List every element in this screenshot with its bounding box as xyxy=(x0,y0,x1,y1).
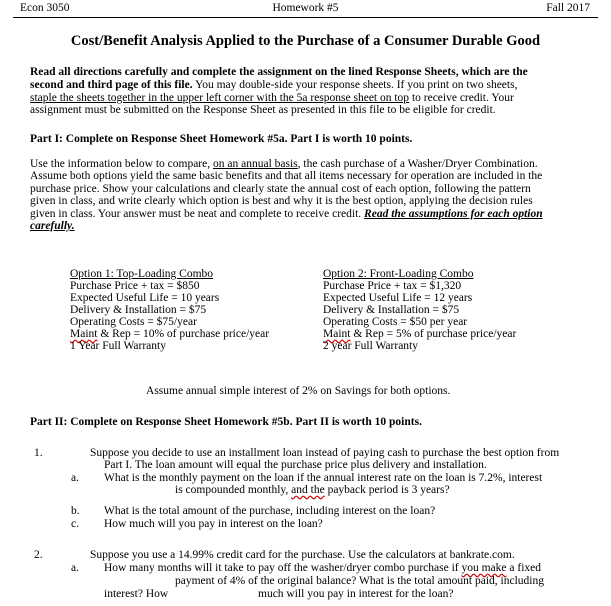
q2a-label: a. xyxy=(71,562,79,574)
option-1-life: Expected Useful Life = 10 years xyxy=(70,292,220,304)
q1-line-1: Suppose you decide to use an installment loan instead of paying cash to purchase the best option from xyxy=(90,447,560,459)
q2-number: 2. xyxy=(34,549,43,561)
part1-line-5-a: given in class. Your answer must be neat and complete to receive credit. xyxy=(30,208,365,220)
q2a-line-1 xyxy=(104,562,541,574)
assignment-label: Homework #5 xyxy=(272,2,339,14)
option-2-delivery: Delivery & Installation = $75 xyxy=(323,304,460,316)
page-header xyxy=(13,0,598,17)
q1a-and-the: and the xyxy=(291,484,325,496)
intro-line-2 xyxy=(30,79,517,91)
q1c-line-1: How much will you pay in interest on the loan? xyxy=(104,518,323,530)
q1-line-2: Part I. The loan amount will equal the purchase price plus delivery and installation. xyxy=(104,459,487,471)
option-1-warranty: 1 Year Full Warranty xyxy=(70,340,166,352)
option-2-operating: Operating Costs = $50 per year xyxy=(323,316,468,328)
option-2-warranty: 2 year Full Warranty xyxy=(323,340,418,352)
q1a-line-2 xyxy=(175,484,450,496)
q2a-line-1-b: a fixed xyxy=(506,562,541,574)
term-label: Fall 2017 xyxy=(546,2,590,14)
q1a-line-2-a: is compounded monthly, xyxy=(175,484,292,496)
option-1-maintenance xyxy=(70,328,269,340)
course-label: Econ 3050 xyxy=(20,2,70,14)
intro-line-3-rest: to receive credit. Your xyxy=(409,92,514,104)
option-1-price: Purchase Price + tax = $850 xyxy=(70,280,200,292)
option-2-price: Purchase Price + tax = $1,320 xyxy=(323,280,462,292)
part1-read-assumptions: Read the assumptions for each option xyxy=(364,208,543,220)
q2a-you-make: you make xyxy=(461,562,507,574)
q1-number: 1. xyxy=(34,447,43,459)
q1a-label: a. xyxy=(71,472,79,484)
q2a-line-3-a: interest? How xyxy=(104,588,169,600)
q2a-line-1-a: How many months will it take to pay off the washer/dryer combo purchase if xyxy=(104,562,462,574)
part1-line-1-a: Use the information below to compare, xyxy=(30,158,213,170)
header-divider xyxy=(13,17,598,18)
part1-line-2: Assume both options yield the same basic benefits and that all items necessary for operation are included in the xyxy=(30,170,543,182)
q1a-line-2-b: payback period is 3 years? xyxy=(324,484,450,496)
option-2-maintenance xyxy=(323,328,516,340)
part1-heading: Part I: Complete on Response Sheet Homework #5a. Part I is worth 10 points. xyxy=(30,133,413,145)
intro-line-3 xyxy=(30,92,514,104)
part1-line-5 xyxy=(30,208,543,220)
intro-line-4: assignment must be submitted on the Response Sheet as presented in this file to be eligible for credit. xyxy=(30,104,496,116)
q1a-line-1: What is the monthly payment on the loan if the annual interest rate on the loan is 7.2%, interest xyxy=(104,472,543,484)
part1-line-3: purchase price. Show your calculations and clearly state the annual cost of each option, following the pattern xyxy=(30,183,531,195)
intro-line-1: Read all directions carefully and complete the assignment on the lined Response Sheets, which are the xyxy=(30,66,528,78)
option-2-maint-word: Maint xyxy=(323,328,351,340)
option-1-maint-rest: & Rep = 10% of purchase price/year xyxy=(97,328,270,340)
q2a-line-3-b: much will you pay in interest for the loan? xyxy=(258,588,454,600)
q1c-label: c. xyxy=(71,518,79,530)
part1-line-4: given in class, and write clearly which option is best and why it is the best option, applying the decision rules xyxy=(30,195,533,207)
option-2-maint-rest: & Rep = 5% of purchase price/year xyxy=(350,328,517,340)
part2-heading: Part II: Complete on Response Sheet Homework #5b. Part II is worth 10 points. xyxy=(30,416,422,428)
option-1-operating: Operating Costs = $75/year xyxy=(70,316,197,328)
option-2-title: Option 2: Front-Loading Combo xyxy=(323,268,474,280)
q1b-label: b. xyxy=(71,505,80,517)
q2-line-1: Suppose you use a 14.99% credit card for the purchase. Use the calculators at bankrate.com. xyxy=(90,549,515,561)
page-title: Cost/Benefit Analysis Applied to the Purchase of a Consumer Durable Good xyxy=(70,33,541,49)
option-1-delivery: Delivery & Installation = $75 xyxy=(70,304,207,316)
part1-line-1 xyxy=(30,158,538,170)
option-1-title: Option 1: Top-Loading Combo xyxy=(70,268,214,280)
intro-line-2-bold: second and third page of this file. xyxy=(30,79,193,91)
q2a-line-2: payment of 4% of the original balance? What is the total amount paid, including xyxy=(175,575,544,587)
option-2-life: Expected Useful Life = 12 years xyxy=(323,292,473,304)
part1-line-1-b: , the cash purchase of a Washer/Dryer Combination. xyxy=(297,158,538,170)
part1-line-6: carefully. xyxy=(30,220,75,232)
intro-staple-instruction: staple the sheets together in the upper left corner with the 5a response sheet on top xyxy=(30,92,410,104)
q1b-line-1: What is the total amount of the purchase, including interest on the loan? xyxy=(104,505,436,517)
intro-line-2-rest: You may double-side your response sheets. If you print on two sheets, xyxy=(192,79,518,91)
part1-annual-basis: on an annual basis xyxy=(213,158,298,170)
interest-assumption: Assume annual simple interest of 2% on Savings for both options. xyxy=(146,385,451,397)
option-1-maint-word: Maint xyxy=(70,328,98,340)
